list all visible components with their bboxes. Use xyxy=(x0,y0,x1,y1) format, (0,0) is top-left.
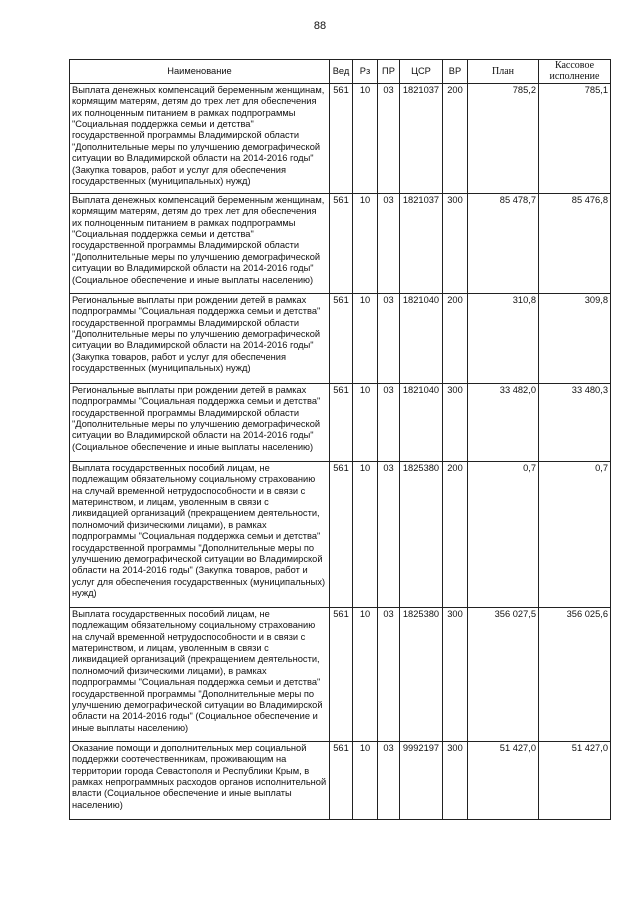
header-rz: Рз xyxy=(353,60,378,84)
header-pr: ПР xyxy=(378,60,400,84)
row-rz: 10 xyxy=(353,293,378,383)
row-csr: 1821037 xyxy=(400,193,443,293)
row-pr: 03 xyxy=(378,83,400,193)
header-vr: ВР xyxy=(443,60,468,84)
row-name: Оказание помощи и дополнительных мер социальной поддержки соотечественникам, проживающим на территории города Севастополя и Республики Крым, в рамках непрограммных расходов органов исполнительной власти (Социальное обеспечение и иные выплаты населению) xyxy=(70,741,330,819)
row-name: Региональные выплаты при рождении детей в рамках подпрограммы "Социальная поддержка семьи и детства" государственной программы Владимирской области "Дополнительные меры по улучшению демографической ситуации во Владимирской области на 2014-2016 годы" (Закупка товаров, работ и услуг для обеспечения государственных (муниципальных) нужд) xyxy=(70,293,330,383)
row-vr: 200 xyxy=(443,83,468,193)
row-name: Выплата денежных компенсаций беременным женщинам, кормящим матерям, детям до трех лет для обеспечения их полноценным питанием в рамках подпрограммы "Социальная поддержка семьи и детства" государственной программы Владимирской области "Дополнительные меры по улучшению демографической ситуации во Владимирской области на 2014-2016 годы" (Социальное обеспечение и иные выплаты населению) xyxy=(70,193,330,293)
row-rz: 10 xyxy=(353,461,378,607)
row-csr: 1825380 xyxy=(400,607,443,741)
table-row xyxy=(70,293,611,383)
row-ved: 561 xyxy=(330,741,353,819)
row-rz: 10 xyxy=(353,607,378,741)
row-vr: 300 xyxy=(443,741,468,819)
row-name: Региональные выплаты при рождении детей в рамках подпрограммы "Социальная поддержка семьи и детства" государственной программы Владимирской области "Дополнительные меры по улучшению демографической ситуации во Владимирской области на 2014-2016 годы" (Социальное обеспечение и иные выплаты населению) xyxy=(70,383,330,461)
row-plan: 310,8 xyxy=(468,293,539,383)
header-ved: Вед xyxy=(330,60,353,84)
row-ved: 561 xyxy=(330,607,353,741)
row-plan: 33 482,0 xyxy=(468,383,539,461)
row-vr: 200 xyxy=(443,293,468,383)
row-csr: 9992197 xyxy=(400,741,443,819)
budget-table xyxy=(69,59,611,820)
row-plan: 356 027,5 xyxy=(468,607,539,741)
header-csr: ЦСР xyxy=(400,60,443,84)
table-row xyxy=(70,741,611,819)
row-ved: 561 xyxy=(330,461,353,607)
row-pr: 03 xyxy=(378,293,400,383)
header-plan: План xyxy=(468,60,539,84)
row-csr: 1821040 xyxy=(400,383,443,461)
row-pr: 03 xyxy=(378,193,400,293)
row-cash: 356 025,6 xyxy=(539,607,611,741)
row-rz: 10 xyxy=(353,83,378,193)
row-plan: 51 427,0 xyxy=(468,741,539,819)
row-cash: 785,1 xyxy=(539,83,611,193)
row-ved: 561 xyxy=(330,193,353,293)
row-vr: 300 xyxy=(443,193,468,293)
row-vr: 300 xyxy=(443,383,468,461)
row-csr: 1821040 xyxy=(400,293,443,383)
row-vr: 300 xyxy=(443,607,468,741)
row-plan: 0,7 xyxy=(468,461,539,607)
row-plan: 785,2 xyxy=(468,83,539,193)
row-cash: 85 476,8 xyxy=(539,193,611,293)
row-name: Выплата денежных компенсаций беременным женщинам, кормящим матерям, детям до трех лет для обеспечения их полноценным питанием в рамках подпрограммы "Социальная поддержка семьи и детства" государственной программы Владимирской области "Дополнительные меры по улучшению демографической ситуации во Владимирской области на 2014-2016 годы" (Закупка товаров, работ и услуг для обеспечения государственных (муниципальных) нужд) xyxy=(70,83,330,193)
row-csr: 1821037 xyxy=(400,83,443,193)
table-row xyxy=(70,383,611,461)
row-pr: 03 xyxy=(378,461,400,607)
header-name: Наименование xyxy=(70,60,330,84)
row-plan: 85 478,7 xyxy=(468,193,539,293)
row-pr: 03 xyxy=(378,741,400,819)
header-cash: Кассовое исполнение xyxy=(539,60,611,84)
row-rz: 10 xyxy=(353,193,378,293)
row-ved: 561 xyxy=(330,383,353,461)
table-row xyxy=(70,461,611,607)
row-rz: 10 xyxy=(353,383,378,461)
row-pr: 03 xyxy=(378,383,400,461)
row-name: Выплата государственных пособий лицам, не подлежащим обязательному социальному страхованию на случай временной нетрудоспособности и в связи с материнством, и лицам, уволенным в связи с ликвидацией организаций (прекращением деятельности, полномочий физическими лицами), в рамках подпрограммы "Социальная поддержка семьи и детства" государственной программы "Дополнительные меры по улучшению демографической ситуации во Владимирской области на 2014-2016 годы" (Социальное обеспечение и иные выплаты населению) xyxy=(70,607,330,741)
row-csr: 1825380 xyxy=(400,461,443,607)
table-row xyxy=(70,607,611,741)
row-ved: 561 xyxy=(330,293,353,383)
table-row xyxy=(70,83,611,193)
page-number: 88 xyxy=(313,20,327,32)
row-pr: 03 xyxy=(378,607,400,741)
row-cash: 309,8 xyxy=(539,293,611,383)
row-cash: 33 480,3 xyxy=(539,383,611,461)
row-name: Выплата государственных пособий лицам, не подлежащим обязательному социальному страхованию на случай временной нетрудоспособности и в связи с материнством, и лицам, уволенным в связи с ликвидацией организаций (прекращением деятельности, полномочий физическими лицами), в рамках подпрограммы "Социальная поддержка семьи и детства" государственной программы "Дополнительные меры по улучшению демографической ситуации во Владимирской области на 2014-2016 годы" (Закупка товаров, работ и услуг для обеспечения государственных (муниципальных) нужд) xyxy=(70,461,330,607)
row-ved: 561 xyxy=(330,83,353,193)
row-vr: 200 xyxy=(443,461,468,607)
table-header-row xyxy=(70,60,611,84)
row-rz: 10 xyxy=(353,741,378,819)
row-cash: 51 427,0 xyxy=(539,741,611,819)
row-cash: 0,7 xyxy=(539,461,611,607)
table-row xyxy=(70,193,611,293)
